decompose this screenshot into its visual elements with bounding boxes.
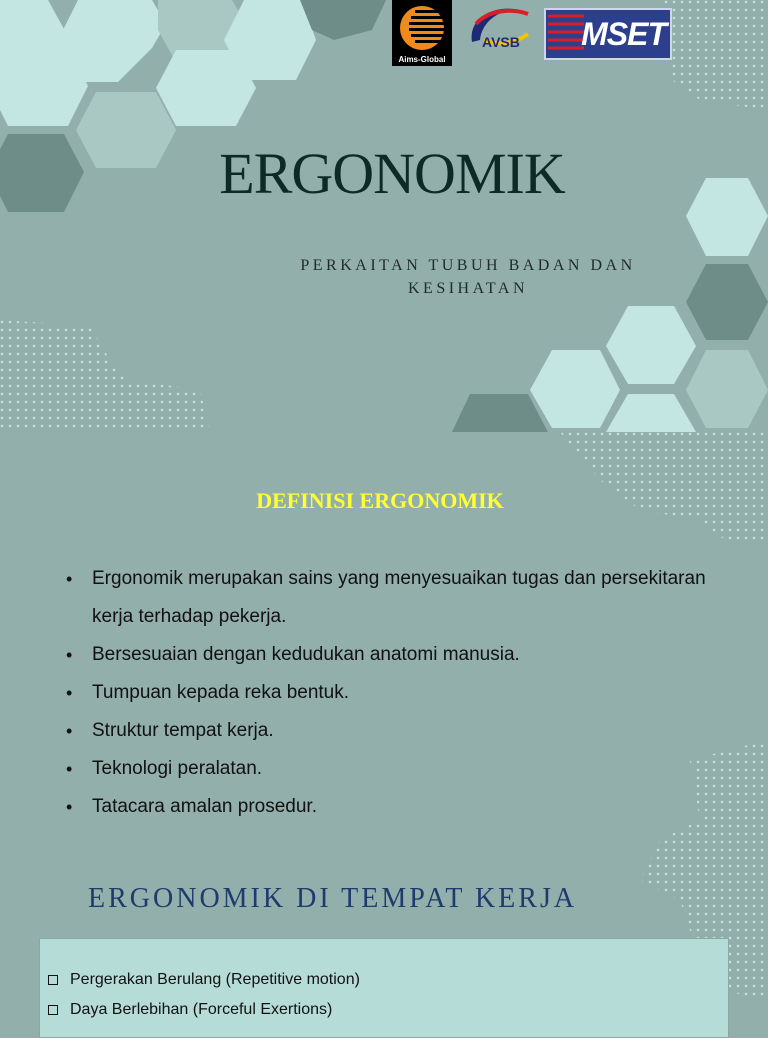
checkbox-bullet-icon [48,975,58,985]
workplace-heading: ERGONOMIK DI TEMPAT KERJA [88,883,578,914]
page-title: ERGONOMIK [219,141,565,206]
flag-stripes-icon [546,10,586,58]
workplace-list [48,965,360,1025]
page-subtitle: PERKAITAN TUBUH BADAN DAN KESIHATAN [300,257,636,297]
list-item: • Teknologi peralatan. [66,750,726,788]
sun-icon [397,4,447,52]
swoosh-icon [462,0,534,60]
list-item: Pergerakan Berulang (Repetitive motion) [48,965,360,995]
mset-logo [544,8,672,60]
bullet-icon: • [66,569,73,589]
bullet-icon: • [66,645,73,665]
avsb-logo [462,0,534,60]
aims-global-logo [392,0,452,66]
avsb-caption: AVSB [482,34,520,50]
bullet-icon: • [66,683,73,703]
list-item: • Ergonomik merupakan sains yang menyesuaikan tugas dan persekitaran kerja terhadap pekerja. [66,560,726,636]
list-item: • Tumpuan kepada reka bentuk. [66,674,726,712]
bullet-icon: • [66,797,73,817]
aims-global-caption: Aims-Global [398,55,446,64]
bullet-icon: • [66,721,73,741]
workplace-panel [39,938,729,1038]
definition-heading: DEFINISI ERGONOMIK [256,488,504,513]
list-item: • Tatacara amalan prosedur. [66,788,726,826]
mset-caption: MSET [581,16,666,52]
bullet-icon: • [66,759,73,779]
logo-strip [392,0,672,66]
list-item: Daya Berlebihan (Forceful Exertions) [48,995,360,1025]
definition-list [66,560,726,826]
list-item: • Struktur tempat kerja. [66,712,726,750]
list-item: • Bersesuaian dengan kedudukan anatomi manusia. [66,636,726,674]
checkbox-bullet-icon [48,1005,58,1015]
